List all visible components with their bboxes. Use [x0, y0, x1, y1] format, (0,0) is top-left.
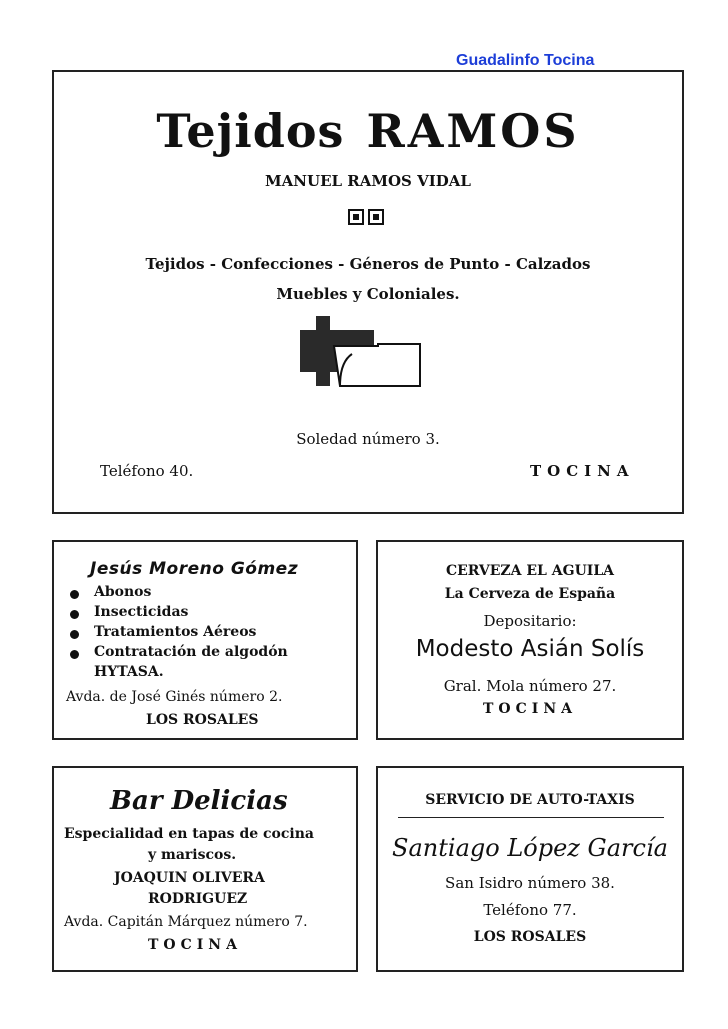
ad-taxi-address: San Isidro número 38.: [445, 874, 615, 892]
bullet-icon: [70, 650, 79, 659]
ad-bar-address: Avda. Capitán Márquez número 7.: [64, 914, 308, 930]
ad-taxi-service: SERVICIO DE AUTO-TAXIS: [425, 792, 635, 808]
main-ad-address: Soledad número 3.: [296, 430, 440, 448]
ad-aguila-address: Gral. Mola número 27.: [443, 677, 617, 695]
ad-bar-name: Bar Delicias: [110, 786, 288, 816]
ad-moreno-item: Abonos: [94, 584, 152, 600]
ad-bar-specialty-line2: y mariscos.: [148, 847, 237, 863]
main-ad-title-part1: Tejidos: [156, 104, 345, 158]
ad-moreno-name: Jesús Moreno Gómez: [90, 559, 299, 579]
ad-moreno-item-continuation: HYTASA.: [94, 664, 164, 680]
ad-bar-owner-line2: RODRIGUEZ: [148, 891, 248, 907]
ad-bar-town: TOCINA: [148, 937, 242, 953]
ad-aguila-name: Modesto Asián Solís: [415, 636, 645, 662]
ad-aguila-slogan: La Cerveza de España: [444, 586, 616, 602]
ad-moreno-town: LOS ROSALES: [146, 712, 259, 728]
ad-bar-owner-line1: JOAQUIN OLIVERA: [114, 870, 265, 886]
main-ad-title-part2: RAMOS: [366, 104, 580, 158]
ad-aguila-town: TOCINA: [483, 701, 577, 717]
ad-taxi-phone: Teléfono 77.: [483, 901, 577, 919]
main-ad-owner: MANUEL RAMOS VIDAL: [265, 172, 471, 190]
main-ad-products-line2: Muebles y Coloniales.: [276, 285, 460, 303]
watermark: Guadalinfo Tocina: [456, 52, 595, 69]
ad-moreno-item: Contratación de algodón: [94, 644, 288, 660]
geometric-emblem-icon: [290, 310, 450, 392]
ad-moreno-item: Tratamientos Aéreos: [94, 624, 257, 640]
ad-aguila-role: Depositario:: [483, 612, 577, 630]
bullet-icon: [70, 590, 79, 599]
ad-moreno-item: Insecticidas: [94, 604, 189, 620]
ad-moreno-address: Avda. de José Ginés número 2.: [66, 689, 283, 705]
ad-taxi-name: Santiago López García: [392, 834, 668, 862]
ad-bar-specialty-line1: Especialidad en tapas de cocina: [64, 826, 314, 842]
main-ad-title: [52, 104, 684, 158]
bullet-icon: [70, 630, 79, 639]
main-ad-town: TOCINA: [530, 462, 635, 480]
ad-aguila-brand: CERVEZA EL AGUILA: [445, 563, 615, 579]
ad-taxi-town: LOS ROSALES: [473, 929, 587, 945]
main-ad-products-line1: Tejidos - Confecciones - Géneros de Punto - Calzados: [145, 255, 591, 273]
main-ad-phone: Teléfono 40.: [100, 462, 194, 480]
bullet-icon: [70, 610, 79, 619]
ad-taxi-divider: [398, 817, 664, 818]
